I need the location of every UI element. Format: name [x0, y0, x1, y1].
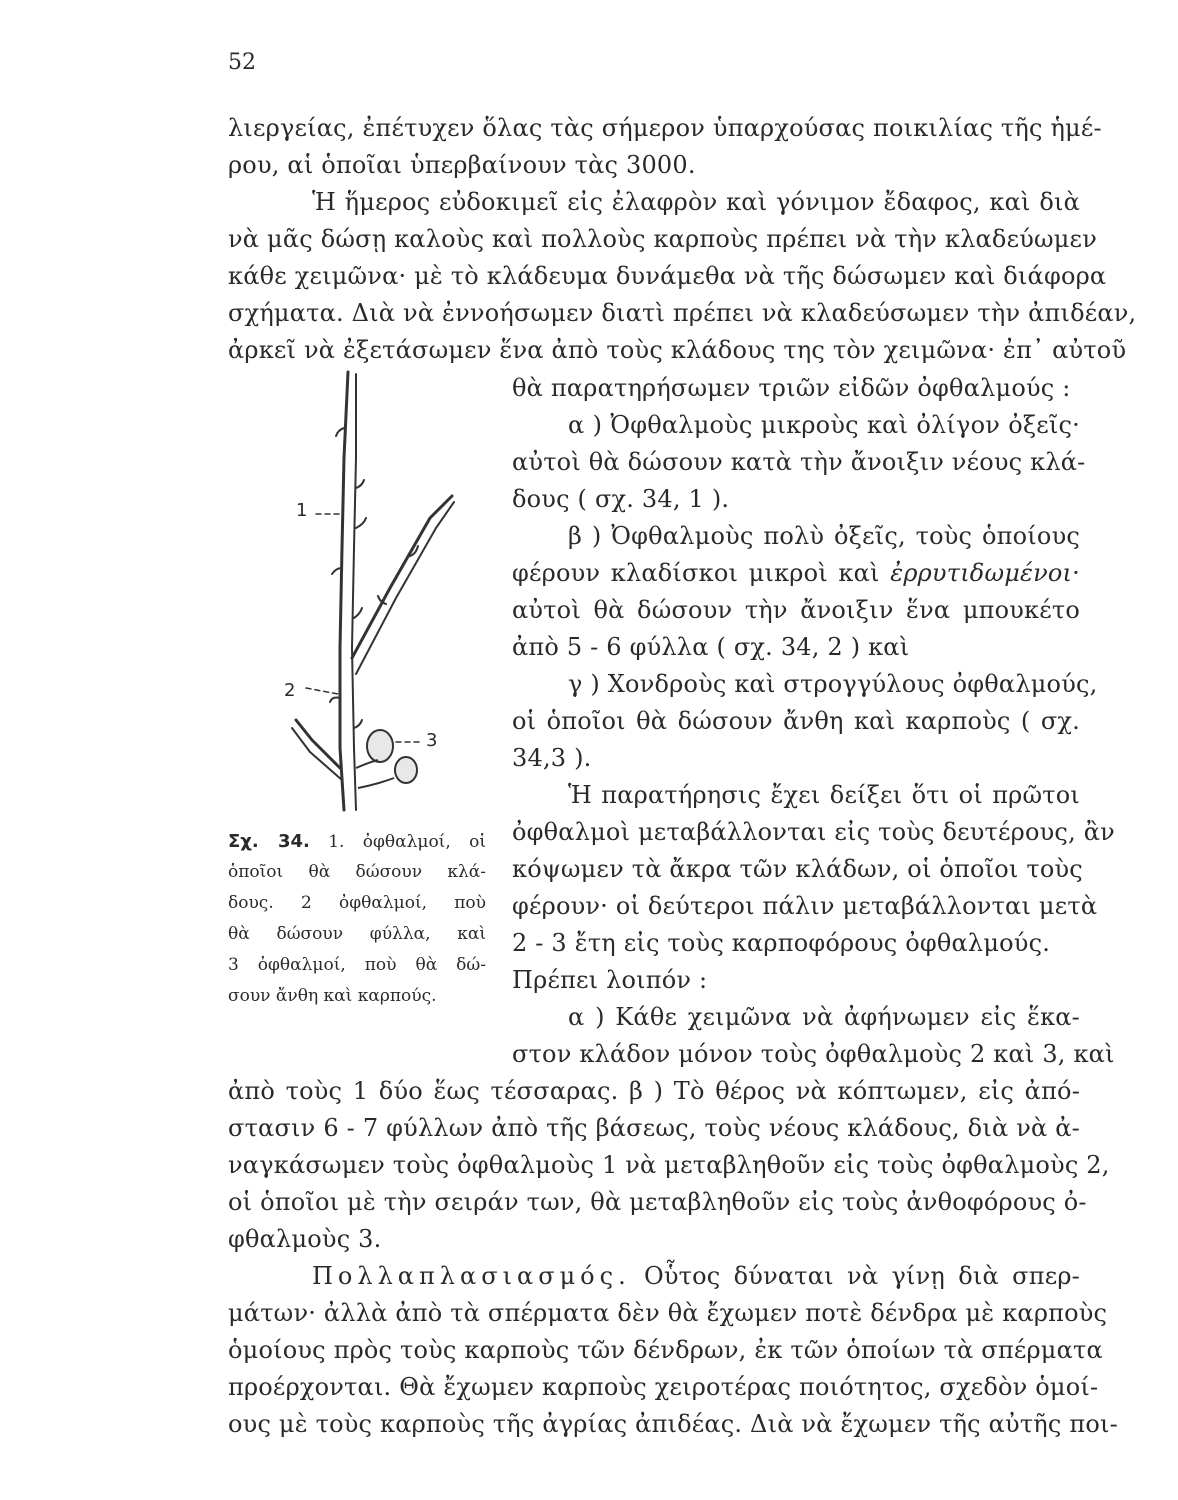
figure-caption-line: θὰ δώσουν φύλλα, καὶ — [228, 924, 486, 944]
text-line: μάτων· ἀλλὰ ἀπὸ τὰ σπέρματα δὲν θὰ ἔχωμεν ποτὲ δένδρα μὲ καρποὺς — [228, 1299, 1108, 1327]
italic-word: ἐρρυτιδωμένοι· — [890, 559, 1080, 587]
text-line: φθαλμοὺς 3. — [228, 1225, 382, 1253]
text-line — [512, 557, 1080, 589]
text-line: νὰ μᾶς δώσῃ καλοὺς καὶ πολλοὺς καρποὺς πρέπει νὰ τὴν κλαδεύωμεν — [228, 225, 1097, 253]
caption-text: 1. ὀφθαλμοί, οἱ — [328, 832, 486, 852]
text-line: οἱ ὁποῖοι μὲ τὴν σειράν των, θὰ μεταβληθοῦν εἰς τοὺς ἀνθοφόρους ὀ- — [228, 1188, 1087, 1216]
text-line: κόψωμεν τὰ ἄκρα τῶν κλάδων, οἱ ὁποῖοι τοὺς — [512, 855, 1083, 883]
text-span: Οὗτος δύναται νὰ γίνῃ διὰ σπερ- — [643, 1262, 1080, 1290]
text-line: γ ) Χονδροὺς καὶ στρογγύλους ὀφθαλμούς, — [568, 670, 1098, 698]
figure-caption-line: σουν ἄνθη καὶ καρπούς. — [228, 986, 437, 1006]
section-heading: Πολλαπλασιασμός. — [312, 1262, 631, 1290]
text-line: Ἡ παρατήρησις ἔχει δείξει ὅτι οἱ πρῶτοι — [568, 781, 1080, 809]
text-line: ὁμοίους πρὸς τοὺς καρποὺς τῶν δένδρων, ἐκ τῶν ὁποίων τὰ σπέρματα — [228, 1336, 1103, 1364]
text-line: κάθε χειμῶνα· μὲ τὸ κλάδευμα δυνάμεθα νὰ τῆς δώσωμεν καὶ διάφορα — [228, 262, 1107, 290]
figure-caption-line: ὁποῖοι θὰ δώσουν κλά- — [228, 862, 486, 882]
text-line: αὐτοὶ θὰ δώσουν τὴν ἄνοιξιν ἕνα μπουκέτο — [512, 596, 1080, 624]
text-line: Ἡ ἥμερος εὐδοκιμεῖ εἰς ἐλαφρὸν καὶ γόνιμον ἔδαφος, καὶ διὰ — [312, 188, 1080, 216]
text-line: στον κλάδον μόνον τοὺς ὀφθαλμοὺς 2 καὶ 3, καὶ — [512, 1040, 1115, 1068]
text-line: οἱ ὁποῖοι θὰ δώσουν ἄνθη καὶ καρποὺς ( σχ. — [512, 707, 1080, 735]
text-span: φέρουν κλαδίσκοι μικροὶ καὶ — [512, 559, 880, 587]
text-line: δους ( σχ. 34, 1 ). — [512, 485, 730, 513]
page-number: 52 — [228, 50, 256, 75]
text-line: α ) Κάθε χειμῶνα νὰ ἀφήνωμεν εἰς ἕκα- — [568, 1003, 1080, 1031]
text-line: στασιν 6 - 7 φύλλων ἀπὸ τῆς βάσεως, τοὺς νέους κλάδους, διὰ νὰ ἀ- — [228, 1114, 1080, 1142]
text-line: ρου, αἱ ὁποῖαι ὑπερβαίνουν τὰς 3000. — [228, 151, 696, 179]
text-line: ους μὲ τοὺς καρποὺς τῆς ἀγρίας ἀπιδέας. Διὰ νὰ ἔχωμεν τῆς αὐτῆς ποι- — [228, 1410, 1118, 1438]
figure-caption-line: δους. 2 ὀφθαλμοί, ποὺ — [228, 893, 486, 913]
figure-label-3: 3 — [426, 730, 438, 751]
pear-branch-illustration — [240, 368, 480, 828]
text-line: σχήματα. Διὰ νὰ ἐννοήσωμεν διατὶ πρέπει νὰ κλαδεύσωμεν τὴν ἀπιδέαν, — [228, 299, 1137, 327]
text-line: ὀφθαλμοὶ μεταβάλλονται εἰς τοὺς δευτέρους, ἂν — [512, 818, 1115, 846]
caption-title: Σχ. 34. — [228, 831, 310, 852]
text-line: Πρέπει λοιπόν : — [512, 966, 708, 994]
text-line: β ) Ὀφθαλμοὺς πολὺ ὀξεῖς, τοὺς ὁποίους — [568, 522, 1080, 550]
figure-caption-line: 3 ὀφθαλμοί, ποὺ θὰ δώ- — [228, 955, 486, 975]
text-line: αὐτοὶ θὰ δώσουν κατὰ τὴν ἄνοιξιν νέους κλά- — [512, 448, 1086, 476]
text-line: θὰ παρατηρήσωμεν τριῶν εἰδῶν ὀφθαλμούς : — [512, 374, 1071, 402]
text-line: ἀπὸ τοὺς 1 δύο ἕως τέσσαρας. β ) Τὸ θέρος νὰ κόπτωμεν, εἰς ἀπό- — [228, 1077, 1080, 1105]
text-line: λιεργείας, ἐπέτυχεν ὅλας τὰς σήμερον ὑπαρχούσας ποικιλίας τῆς ἡμέ- — [228, 114, 1102, 142]
figure-caption-line — [228, 826, 486, 858]
text-line: ἀπὸ 5 - 6 φύλλα ( σχ. 34, 2 ) καὶ — [512, 633, 910, 661]
text-line: 2 - 3 ἔτη εἰς τοὺς καρποφόρους ὀφθαλμούς. — [512, 929, 1051, 957]
figure-label-1: 1 — [296, 500, 308, 521]
text-line: ἀρκεῖ νὰ ἐξετάσωμεν ἕνα ἀπὸ τοὺς κλάδους της τὸν χειμῶνα· ἐπ᾽ αὐτοῦ — [228, 336, 1127, 364]
text-line — [312, 1260, 1080, 1292]
text-line: προέρχονται. Θὰ ἔχωμεν καρποὺς χειροτέρας ποιότητος, σχεδὸν ὁμοί- — [228, 1373, 1099, 1401]
text-line: 34,3 ). — [512, 744, 592, 772]
text-line: φέρουν· οἱ δεύτεροι πάλιν μεταβάλλονται μετὰ — [512, 892, 1098, 920]
text-line: ναγκάσωμεν τοὺς ὀφθαλμοὺς 1 νὰ μεταβληθοῦν εἰς τοὺς ὀφθαλμοὺς 2, — [228, 1151, 1110, 1179]
text-line: α ) Ὀφθαλμοὺς μικροὺς καὶ ὀλίγον ὀξεῖς· — [568, 411, 1080, 439]
figure-label-2: 2 — [284, 680, 296, 701]
